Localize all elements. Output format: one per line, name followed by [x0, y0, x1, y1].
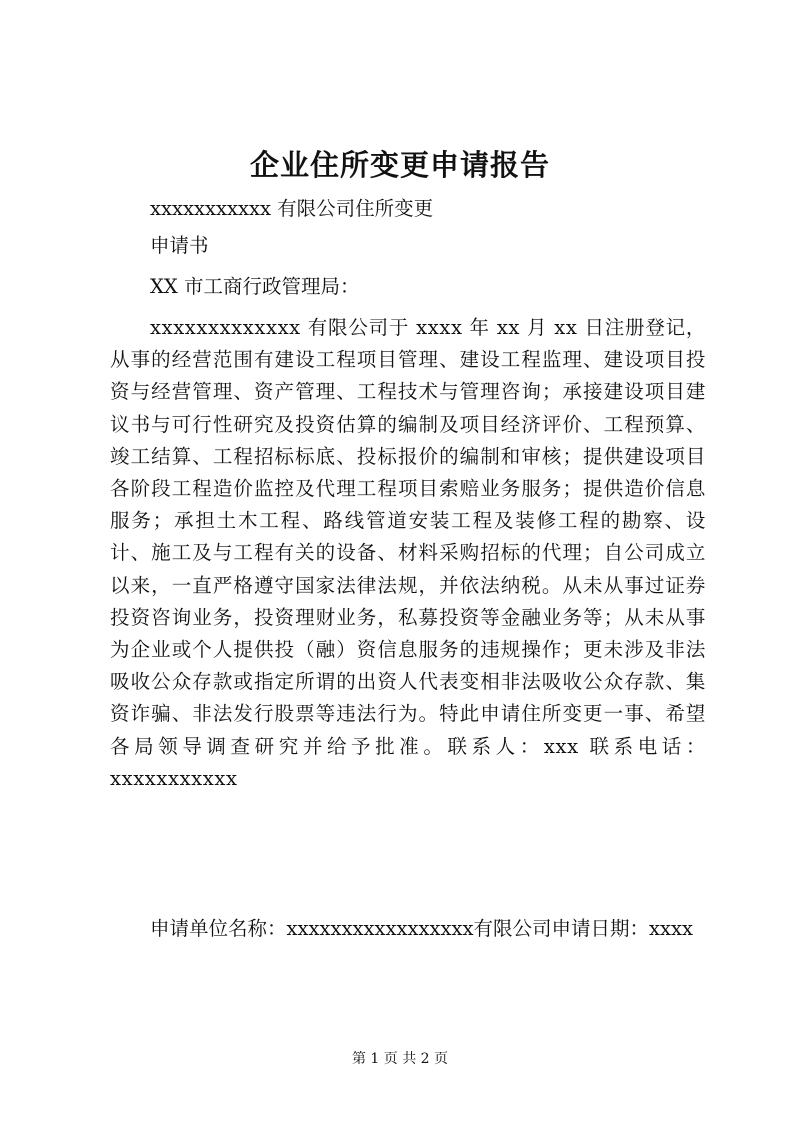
addressee: XX 市工商行政管理局：	[150, 275, 360, 298]
subtitle-line-1: xxxxxxxxxxx 有限公司住所变更	[150, 197, 434, 220]
applicant-line: 申请单位名称：xxxxxxxxxxxxxxxxx有限公司申请日期：xxxx	[150, 917, 693, 940]
body-paragraph: xxxxxxxxxxxxx 有限公司于 xxxx 年 xx 月 xx 日注册登记，从事的经营范围有建设工程项目管理、建设工程监理、建设项目投资与经营管理、资产管理、工程技术与管理咨询；承接建设项目建议书与可行性研究及投资估算的编制及项目经济评价、工程预算、竣工结算、工程招标标底、投标报价的编制和审核；提供建设项目各阶段工程造价监控及代理工程项目索赔业务服务；提供造价信息服务；承担土木工程、路线管道安装工程及装修工程的勘察、设计、施工及与工程有关的设备、材料采购招标的代理；自公司成立以来，一直严格遵守国家法律法规，并依法纳税。从未从事过证券投资咨询业务，投资理财业务，私募投资等金融业务等；从未从事为企业或个人提供投（融）资信息服务的违规操作；更未涉及非法吸收公众存款或指定所谓的出资人代表变相非法吸收公众存款、集资诈骗、非法发行股票等违法行为。特此申请住所变更一事、希望各局领导调查研究并给予批准。联系人：xxx 联系电话：xxxxxxxxxxx	[110, 316, 706, 790]
subtitle-line-2: 申请书	[150, 234, 209, 257]
document-title: 企业住所变更申请报告	[249, 148, 550, 182]
page-number: 第 1 页 共 2 页	[351, 1051, 449, 1067]
